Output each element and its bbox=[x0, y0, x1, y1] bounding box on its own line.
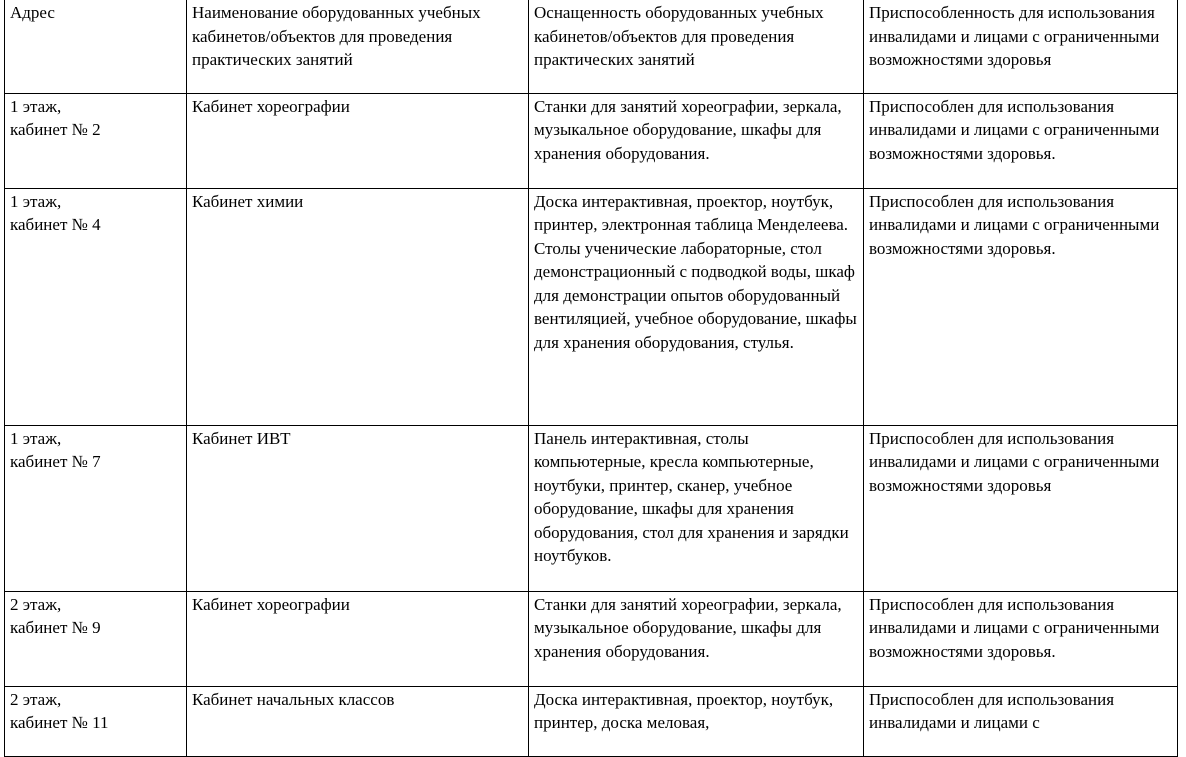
table-row bbox=[5, 425, 1178, 591]
table-row bbox=[5, 686, 1178, 756]
table-body bbox=[5, 0, 1178, 756]
cell-accessibility: Приспособлен для использования инвалидами и лицами с ограниченными возможностями здоровья. bbox=[864, 591, 1178, 686]
table-row bbox=[5, 591, 1178, 686]
cell-equipment: Доска интерактивная, проектор, ноутбук, принтер, доска меловая, bbox=[529, 686, 864, 756]
cell-equipment: Панель интерактивная, столы компьютерные, кресла компьютерные, ноутбуки, принтер, сканер, учебное оборудование, шкафы для хранения оборудования, стол для хранения и зарядки ноутбуков. bbox=[529, 425, 864, 591]
cell-equipment: Станки для занятий хореографии, зеркала, музыкальное оборудование, шкафы для хранения оборудования. bbox=[529, 591, 864, 686]
cell-room-name: Кабинет начальных классов bbox=[187, 686, 529, 756]
cell-address: 1 этаж, кабинет № 2 bbox=[5, 93, 187, 188]
header-address: Адрес bbox=[5, 0, 187, 93]
cell-address: 2 этаж, кабинет № 9 bbox=[5, 591, 187, 686]
equipment-table bbox=[4, 0, 1178, 757]
cell-room-name: Кабинет хореографии bbox=[187, 591, 529, 686]
header-equipment: Оснащенность оборудованных учебных кабинетов/объектов для проведения практических занятий bbox=[529, 0, 864, 93]
table-row bbox=[5, 188, 1178, 425]
cell-accessibility: Приспособлен для использования инвалидами и лицами с ограниченными возможностями здоровья. bbox=[864, 188, 1178, 425]
cell-address: 1 этаж, кабинет № 4 bbox=[5, 188, 187, 425]
cell-room-name: Кабинет ИВТ bbox=[187, 425, 529, 591]
header-room-name: Наименование оборудованных учебных кабинетов/объектов для проведения практических занятий bbox=[187, 0, 529, 93]
cell-room-name: Кабинет хореографии bbox=[187, 93, 529, 188]
cell-address: 2 этаж, кабинет № 11 bbox=[5, 686, 187, 756]
cell-accessibility: Приспособлен для использования инвалидами и лицами с bbox=[864, 686, 1178, 756]
cell-address: 1 этаж, кабинет № 7 bbox=[5, 425, 187, 591]
table-header-row bbox=[5, 0, 1178, 93]
header-accessibility: Приспособленность для использования инвалидами и лицами с ограниченными возможностями здоровья bbox=[864, 0, 1178, 93]
cell-accessibility: Приспособлен для использования инвалидами и лицами с ограниченными возможностями здоровья bbox=[864, 425, 1178, 591]
cell-equipment: Доска интерактивная, проектор, ноутбук, принтер, электронная таблица Менделеева. Столы ученические лабораторные, стол демонстрационный с подводкой воды, шкаф для демонстрации опытов оборудованный вентиляцией, учебное оборудование, шкафы для хранения оборудования, стулья. bbox=[529, 188, 864, 425]
cell-equipment: Станки для занятий хореографии, зеркала, музыкальное оборудование, шкафы для хранения оборудования. bbox=[529, 93, 864, 188]
table-row bbox=[5, 93, 1178, 188]
cell-room-name: Кабинет химии bbox=[187, 188, 529, 425]
cell-accessibility: Приспособлен для использования инвалидами и лицами с ограниченными возможностями здоровья. bbox=[864, 93, 1178, 188]
